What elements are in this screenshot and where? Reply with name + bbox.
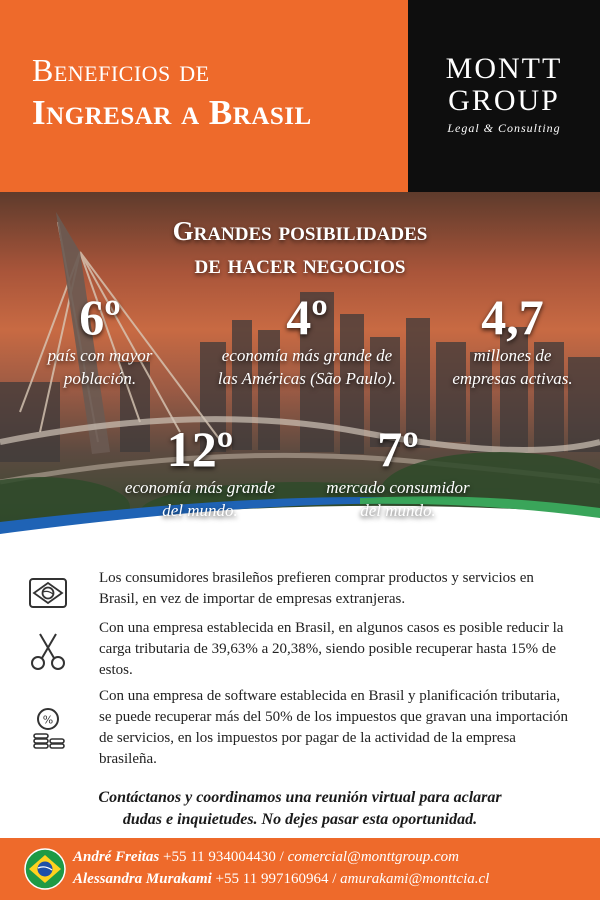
scissors-icon (26, 630, 70, 674)
benefit-text: Con una empresa de software establecida en Brasil y planificación tributaria, se puede recuperar más del 50% de los impuestos que gravan una importación de servicios, en los impuestos por pagar de la actividad de la empresa brasileña. (99, 688, 569, 767)
contact-email[interactable]: amurakami@monttcia.cl (340, 871, 490, 887)
stat-label: del mundo. (360, 501, 436, 520)
contact-phone[interactable]: +55 11 997160964 (215, 871, 329, 887)
stat-population (0, 290, 200, 390)
contact-row (73, 849, 459, 866)
cta-line2: dudas e inquietudes. No dejes pasar esta oportunidad. (122, 811, 478, 828)
stat-label: economía más grande (124, 478, 276, 497)
benefit-item (0, 568, 600, 618)
contact-name: Alessandra Murakami (73, 871, 212, 887)
logo-text-line2: GROUP (448, 84, 560, 117)
contact-footer (0, 838, 600, 900)
stat-consumer-market (300, 422, 496, 522)
stat-active-companies (425, 290, 600, 390)
stat-label: las Américas (São Paulo). (217, 369, 397, 388)
stat-number: 6º (79, 289, 121, 345)
benefit-item (0, 686, 600, 772)
page-title-line1: Beneficios de (32, 52, 210, 88)
stat-label: millones de (473, 346, 552, 365)
contact-phone[interactable]: +55 11 934004430 (163, 849, 276, 865)
benefit-text: Con una empresa establecida en Brasil, en algunos casos es posible reducir la carga tributaria de 39,63% a 20,38%, siendo posible recuperar hasta 15% de estos. (99, 620, 564, 678)
page-title-line2: Ingresar a Brasil (32, 93, 312, 132)
stat-number: 4º (286, 289, 328, 345)
stat-world-economy (95, 422, 305, 522)
percent-coins-icon (26, 706, 70, 750)
stat-label: empresas activas. (452, 369, 573, 388)
stat-economy-americas (192, 290, 422, 390)
benefit-text: Los consumidores brasileños prefieren comprar productos y servicios en Brasil, en vez de importar de empresas extranjeras. (99, 570, 534, 607)
contact-row (73, 871, 489, 888)
svg-text:%: % (42, 713, 54, 727)
contact-name: André Freitas (73, 849, 160, 865)
header-banner (0, 0, 600, 192)
stat-label: mercado consumidor (326, 478, 470, 497)
hero-title-line2: de hacer negocios (194, 249, 406, 279)
stat-label: población. (63, 369, 137, 388)
brazil-flag-icon (26, 571, 70, 615)
call-to-action (0, 787, 600, 831)
hero-section (0, 192, 600, 554)
cta-line1: Contáctanos y coordinamos una reunión virtual para aclarar (98, 789, 502, 806)
logo-text-line1: MONTT (445, 52, 563, 85)
separator: / (275, 849, 288, 865)
stat-number: 4,7 (481, 289, 544, 345)
separator: / (328, 871, 341, 887)
stat-label: economía más grande de (221, 346, 393, 365)
brazil-flag-badge-icon (24, 848, 66, 890)
logo-tagline: Legal & Consulting (447, 121, 561, 135)
hero-title-line1: Grandes posibilidades (172, 216, 428, 246)
benefit-item (0, 618, 600, 686)
stat-number: 7º (377, 421, 419, 477)
stat-number: 12º (166, 421, 234, 477)
contact-email[interactable]: comercial@monttgroup.com (287, 849, 460, 865)
stat-label: del mundo. (162, 501, 238, 520)
stat-label: país con mayor (47, 346, 153, 365)
